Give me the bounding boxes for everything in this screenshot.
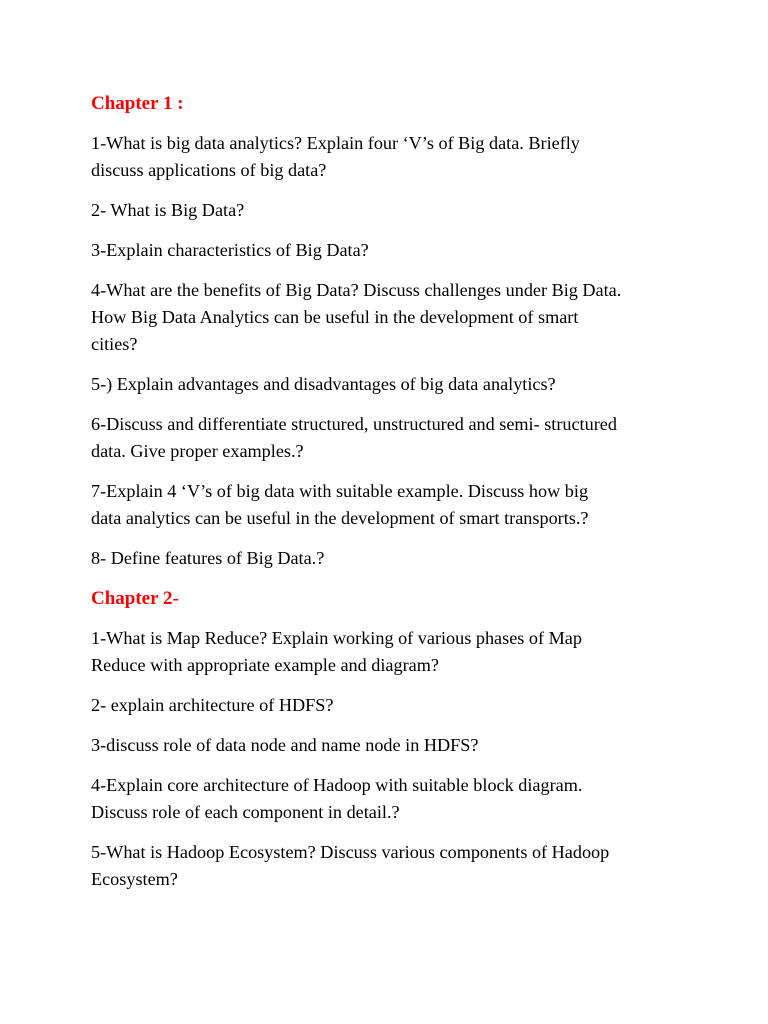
- chapter-1-question-6: [91, 411, 691, 465]
- chapter-1-question-3: [91, 237, 691, 264]
- question-line: data. Give proper examples.?: [91, 441, 304, 461]
- chapter-1-question-7: [91, 478, 691, 532]
- question-line: How Big Data Analytics can be useful in the development of smart: [91, 307, 579, 327]
- question-line: discuss applications of big data?: [91, 160, 327, 180]
- question-line: 4-What are the benefits of Big Data? Discuss challenges under Big Data.: [91, 280, 622, 300]
- chapter-1-question-2: [91, 197, 691, 224]
- question-line: 1-What is big data analytics? Explain four ‘V’s of Big data. Briefly: [91, 133, 580, 153]
- chapter-2-question-4: [91, 772, 691, 826]
- question-line: 6-Discuss and differentiate structured, unstructured and semi- structured: [91, 414, 617, 434]
- chapter-2-heading: Chapter 2-: [91, 588, 179, 609]
- question-line: 8- Define features of Big Data.?: [91, 548, 325, 568]
- question-line: Ecosystem?: [91, 869, 178, 889]
- chapter-2-question-1: [91, 625, 691, 679]
- question-line: 5-What is Hadoop Ecosystem? Discuss various components of Hadoop: [91, 842, 610, 862]
- question-line: Reduce with appropriate example and diagram?: [91, 655, 439, 675]
- question-line: 7-Explain 4 ‘V’s of big data with suitable example. Discuss how big: [91, 481, 589, 501]
- question-line: Discuss role of each component in detail.?: [91, 802, 400, 822]
- question-line: 3-Explain characteristics of Big Data?: [91, 240, 369, 260]
- question-line: 2- What is Big Data?: [91, 200, 245, 220]
- chapter-1-question-5: [91, 371, 691, 398]
- chapter-1-heading: Chapter 1 :: [91, 93, 184, 114]
- question-line: 5-) Explain advantages and disadvantages of big data analytics?: [91, 374, 556, 394]
- document-page: [91, 90, 691, 906]
- chapter-2-question-5: [91, 839, 691, 893]
- chapter-1-question-1: [91, 130, 691, 184]
- chapter-1-question-8: [91, 545, 691, 572]
- question-line: 2- explain architecture of HDFS?: [91, 695, 334, 715]
- question-line: data analytics can be useful in the development of smart transports.?: [91, 508, 589, 528]
- chapter-2-question-2: [91, 692, 691, 719]
- question-line: 3-discuss role of data node and name node in HDFS?: [91, 735, 479, 755]
- question-line: cities?: [91, 334, 138, 354]
- question-line: 4-Explain core architecture of Hadoop with suitable block diagram.: [91, 775, 583, 795]
- chapter-2-question-3: [91, 732, 691, 759]
- question-line: 1-What is Map Reduce? Explain working of various phases of Map: [91, 628, 582, 648]
- chapter-1-question-4: [91, 277, 691, 358]
